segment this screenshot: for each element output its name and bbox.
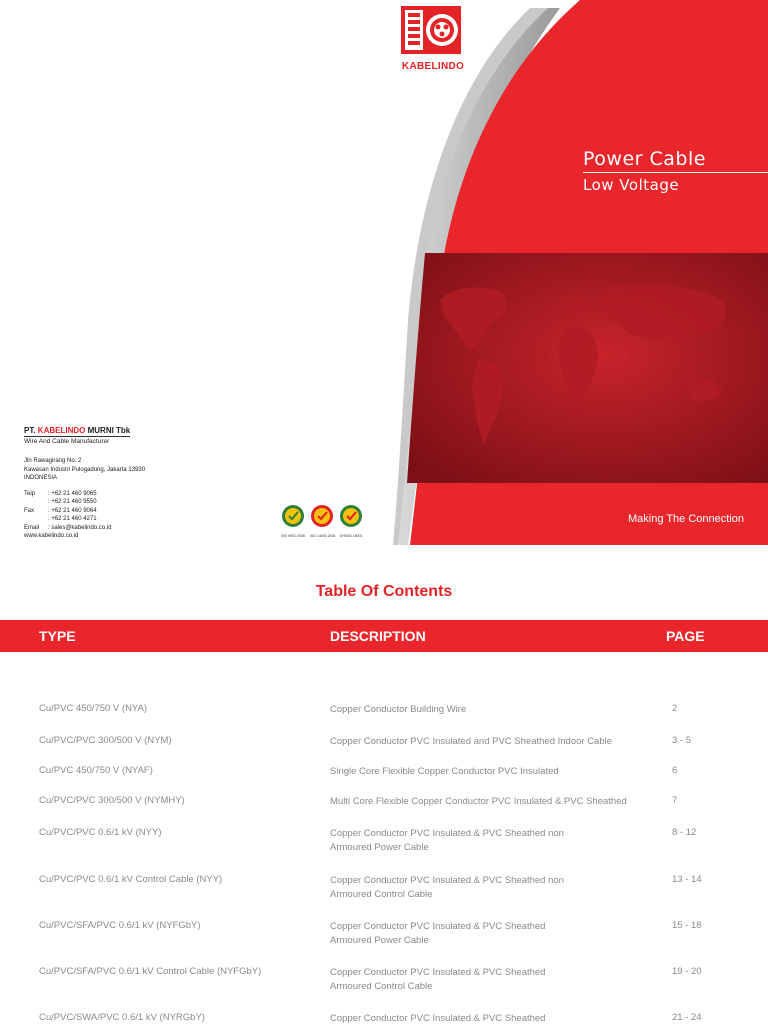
toc-page: 7 <box>672 795 678 806</box>
company-name-suffix: MURNI Tbk <box>87 426 131 435</box>
company-address <box>24 457 254 483</box>
toc-description: Copper Conductor Building Wire <box>330 704 467 715</box>
certification-badge <box>339 504 363 538</box>
contact-label: Fax <box>24 507 35 514</box>
toc-type: Cu/PVC 450/750 V (NYA) <box>39 703 148 714</box>
certification-label: OHSAS 18001 <box>339 534 363 538</box>
toc-type: Cu/PVC/SFA/PVC 0.6/1 kV (NYFGbY) <box>39 920 201 931</box>
certification-badge <box>281 504 305 538</box>
company-name <box>24 426 254 435</box>
toc-page: 13 - 14 <box>672 874 702 885</box>
contact-value: : +62 21 460 4271 <box>48 516 97 522</box>
certification-badge <box>310 504 334 538</box>
toc-type: Cu/PVC/PVC 0.6/1 kV Control Cable (NYY) <box>39 874 223 885</box>
cover-subtitle: Low Voltage <box>583 176 680 194</box>
toc-title: Table Of Contents <box>315 583 453 600</box>
toc-description: Copper Conductor PVC Insulated & PVC Sheathed Armoured Power Cable <box>330 921 546 946</box>
toc-page: 21 - 24 <box>672 1012 702 1023</box>
certification-seal-icon <box>339 504 363 528</box>
toc-type: Cu/PVC 450/750 V (NYAF) <box>39 765 153 776</box>
toc-description: Copper Conductor PVC Insulated & PVC Sheathed non Armoured Power Cable <box>330 828 564 853</box>
toc-page: 2 <box>672 703 678 714</box>
contact-label <box>24 498 48 507</box>
contact-row <box>24 524 254 533</box>
toc-description: Multi Core Flexible Copper Conductor PVC Insulated & PVC Sheathed <box>330 796 627 807</box>
address-line: Kawasan Industri Pulogadung, Jakarta 13930 <box>24 466 146 473</box>
contact-email[interactable]: : sales@kabelindo.co.id <box>48 524 112 531</box>
toc-description: Copper Conductor PVC Insulated and PVC Sheathed Indoor Cable <box>330 736 613 747</box>
title-divider <box>583 172 768 173</box>
cover-title <box>583 148 706 170</box>
toc-header-description: DESCRIPTION <box>330 628 426 644</box>
kabelindo-logo <box>400 6 466 72</box>
contact-row <box>24 498 254 507</box>
toc-description: Copper Conductor PVC Insulated & PVC Sheathed Armoured Control Cable <box>330 967 546 992</box>
certification-label: ISO 9001:2008 <box>281 534 305 538</box>
company-subtitle: Wire And Cable Manufacturer <box>24 438 110 445</box>
contact-value: : +62 21 460 9065 <box>48 490 97 497</box>
cover-tagline: Making The Connection <box>628 513 744 525</box>
contact-value: : +62 21 460 9064 <box>48 507 97 514</box>
logo-wordmark: KABELINDO <box>401 61 465 72</box>
company-name-prefix: PT. <box>24 426 36 435</box>
toc-page: 15 - 18 <box>672 920 702 931</box>
toc-description: Copper Conductor PVC Insulated & PVC Sheathed non Armoured Control Cable <box>330 875 564 900</box>
contact-label: Email <box>24 524 40 531</box>
toc-type: Cu/PVC/SFA/PVC 0.6/1 kV Control Cable (NYFGbY) <box>39 966 262 977</box>
toc-page: 8 - 12 <box>672 827 697 838</box>
toc-type: Cu/PVC/PVC 0.6/1 kV (NYY) <box>39 827 162 838</box>
toc-header-type: TYPE <box>39 628 76 644</box>
company-website[interactable]: www.kabelindo.co.id <box>24 533 79 539</box>
toc-type: Cu/PVC/SWA/PVC 0.6/1 kV (NYRGbY) <box>39 1012 205 1023</box>
certification-label: ISO 14001:2004 <box>310 534 336 538</box>
contact-label: Telp <box>24 490 36 497</box>
company-divider <box>24 436 130 437</box>
toc-type: Cu/PVC/PVC 300/500 V (NYMHY) <box>39 795 185 806</box>
contact-row <box>24 515 254 524</box>
toc-page: 19 - 20 <box>672 966 702 977</box>
contact-row <box>24 507 254 516</box>
contact-row <box>24 490 254 499</box>
toc-header-row <box>0 620 768 652</box>
cover-title-main: Power Cable <box>583 148 706 170</box>
certification-seal-icon <box>310 504 334 528</box>
certification-seal-icon <box>281 504 305 528</box>
certification-badges <box>281 504 363 538</box>
company-contacts <box>24 490 254 541</box>
kabelindo-emblem-icon <box>400 6 462 54</box>
contact-label <box>24 515 48 524</box>
toc-type: Cu/PVC/PVC 300/500 V (NYM) <box>39 735 172 746</box>
address-line: INDONESIA <box>24 475 58 481</box>
toc-page: 6 <box>672 765 678 776</box>
address-line: Jln Rawagirang No. 2 <box>24 458 82 464</box>
toc-description: Single Core Flexible Copper Conductor PVC Insulated <box>330 766 559 777</box>
toc-description: Copper Conductor PVC Insulated & PVC Sheathed <box>330 1013 546 1024</box>
company-name-brand: KABELINDO <box>37 426 86 435</box>
company-info <box>24 426 254 541</box>
contact-value: : +62 21 460 9550 <box>48 499 97 505</box>
toc-header-page: PAGE <box>666 628 705 644</box>
toc-page: 3 - 5 <box>672 735 692 746</box>
